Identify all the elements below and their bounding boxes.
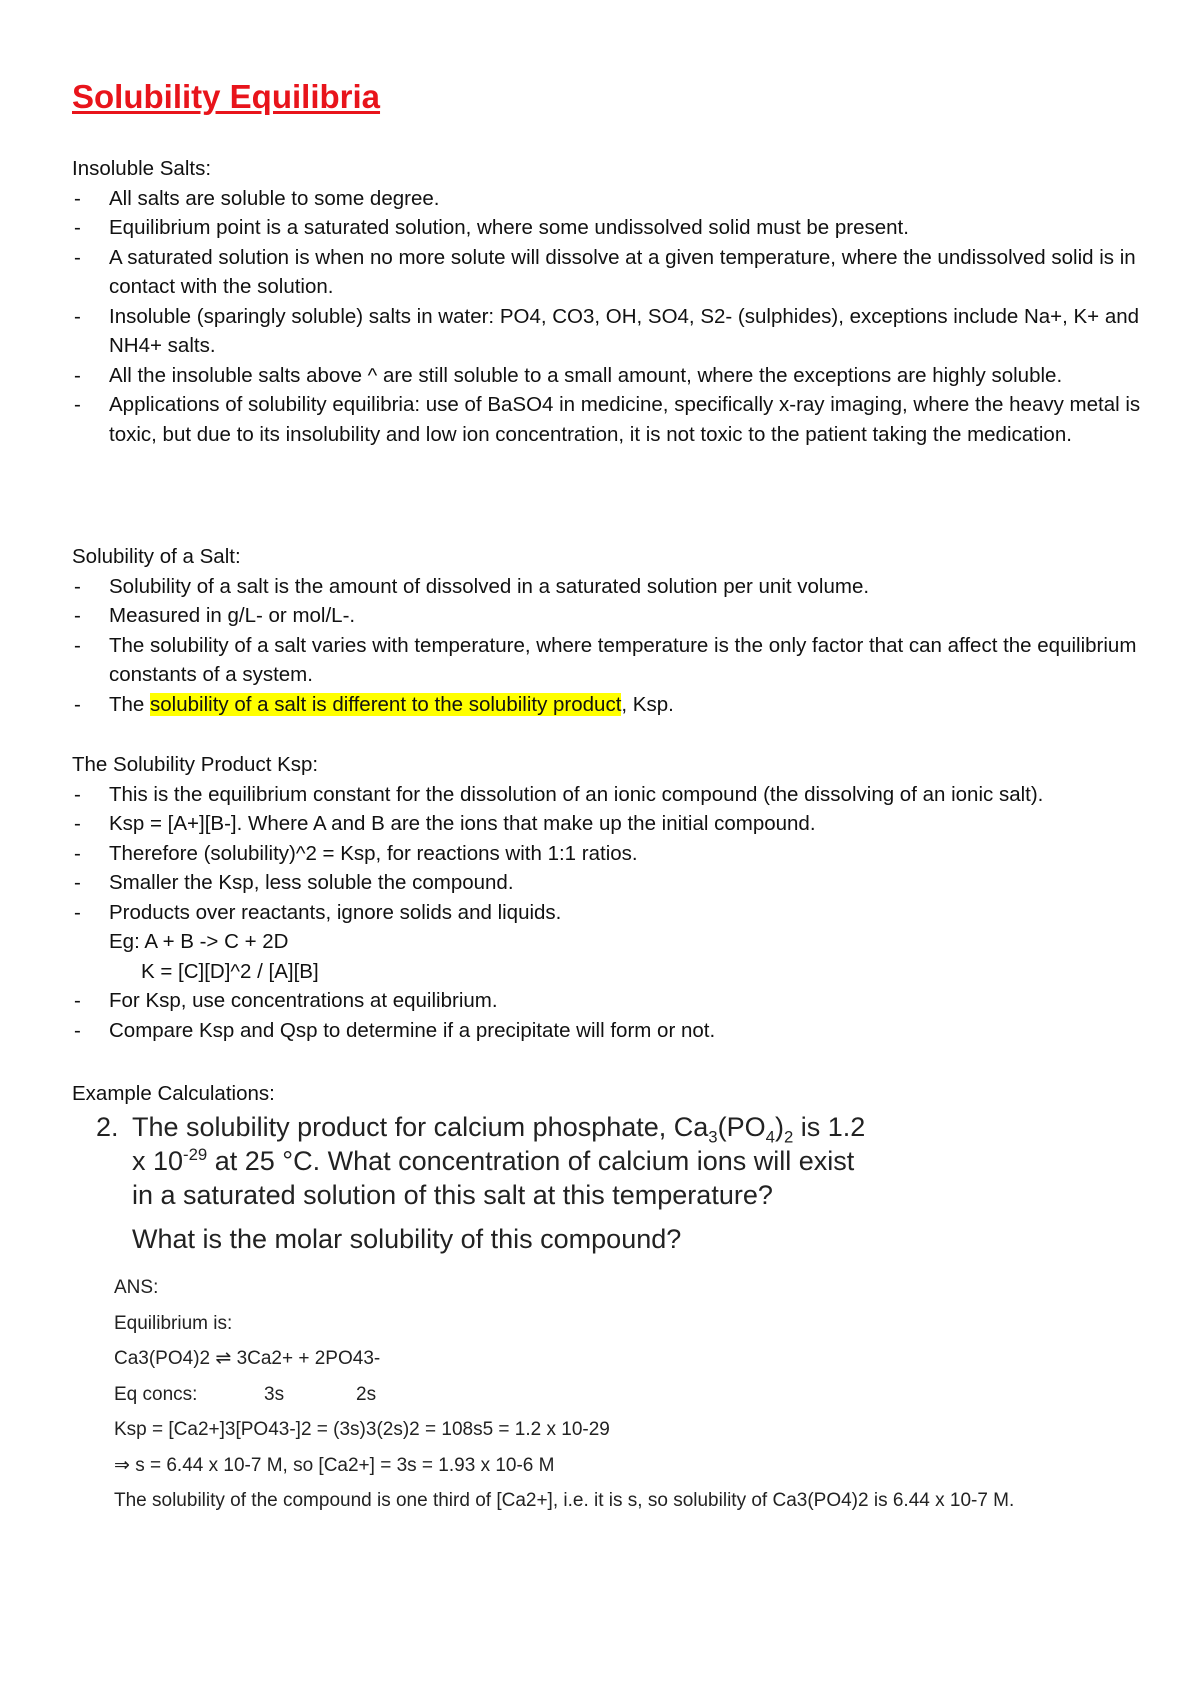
list-item: - Equilibrium point is a saturated solution, where some undissolved solid must be present. (74, 216, 909, 239)
document-title: Solubility Equilibria (72, 78, 381, 115)
equilibrium-label: Equilibrium is: (114, 1312, 233, 1334)
section-heading: Solubility of a Salt: (72, 545, 241, 568)
list-item: - For Ksp, use concentrations at equilibrium. (74, 989, 498, 1012)
question-line: The solubility product for calcium phosphate, $Ca_3(PO_4)_2$ is 1.2 (132, 1112, 866, 1147)
list-item: - Smaller the Ksp, less soluble the compound. (74, 871, 514, 894)
bullet-list (72, 572, 1152, 720)
question-line: What is the molar solubility of this compound? (132, 1224, 682, 1254)
section-example-calculations (72, 1079, 1152, 1109)
reaction-equation: Ca3(PO4)2 ⇌ 3Ca2+ + 2PO43- (114, 1348, 381, 1369)
list-item: - The solubility of a salt varies with temperature, where temperature is the only factor that can affect the equilibrium constants of a system. (74, 633, 1137, 686)
equilibrium-concentrations: Eq concs: 3s 2s (114, 1383, 377, 1405)
bullet-list (72, 986, 1152, 1045)
ksp-expression: Ksp = [Ca2+]3[PO43-]2 = (3s)3(2s)2 = 108s5 = 1.2 x 10-29 (114, 1419, 610, 1440)
list-item: - Applications of solubility equilibria: use of BaSO4 in medicine, specifically x-ray imaging, where the heavy metal is toxic, but due to its insolubility and low ion concentration, it is not toxic to the patient taking the medication. (74, 393, 1141, 446)
highlighted-text: solubility of a salt is different to the solubility product (150, 692, 622, 716)
answer-block (114, 1270, 1114, 1519)
answer-label: ANS: (114, 1277, 159, 1298)
list-item: - Measured in g/L- or mol/L-. (74, 604, 356, 627)
list-item: - Ksp = [A+][B-]. Where A and B are the ions that make up the initial compound. (74, 812, 816, 835)
section-solubility-of-salt (72, 542, 1152, 719)
example-equation: Eg: A + B -> C + 2D (109, 930, 289, 953)
list-item: - The solubility of a salt is different to the solubility product, Ksp. (74, 692, 674, 716)
question-line: x $10^{-29}$ at 25 °C. What concentration of calcium ions will exist (132, 1145, 855, 1176)
section-heading: Insoluble Salts: (72, 157, 212, 180)
section-heading: Example Calculations: (72, 1082, 275, 1105)
final-statement: The solubility of the compound is one third of [Ca2+], i.e. it is s, so solubility of Ca3(PO4)2 is 6.44 x 10-7 M. (114, 1490, 1015, 1511)
question-block (96, 1110, 1096, 1256)
bullet-list (72, 184, 1152, 450)
bullet-list (72, 780, 1152, 928)
question-line: in a saturated solution of this salt at this temperature? (132, 1180, 773, 1210)
list-item: - Solubility of a salt is the amount of dissolved in a saturated solution per unit volume. (74, 574, 870, 598)
list-item: - Therefore (solubility)^2 = Ksp, for reactions with 1:1 ratios. (74, 841, 638, 865)
section-insoluble-salts (72, 154, 1152, 449)
section-solubility-product (72, 750, 1152, 1045)
list-item: - This is the equilibrium constant for the dissolution of an ionic compound (the dissolving of an ionic salt). (74, 782, 1044, 806)
list-item: - All the insoluble salts above ^ are still soluble to a small amount, where the exceptions are highly soluble. (74, 363, 1063, 387)
section-heading: The Solubility Product Ksp: (72, 753, 319, 776)
list-item: - All salts are soluble to some degree. (74, 186, 440, 210)
question-number: 2. (96, 1112, 119, 1142)
list-item: - A saturated solution is when no more solute will dissolve at a given temperature, where the undissolved solid is in contact with the solution. (74, 245, 1136, 298)
list-item: - Insoluble (sparingly soluble) salts in water: PO4, CO3, OH, SO4, S2- (sulphides), exceptions include Na+, K+ and NH4+ salts. (74, 304, 1140, 357)
list-item: - Compare Ksp and Qsp to determine if a precipitate will form or not. (74, 1018, 716, 1042)
list-item: - Products over reactants, ignore solids and liquids. (74, 900, 562, 924)
example-expression: K = [C][D]^2 / [A][B] (141, 959, 319, 983)
solubility-result: ⇒ s = 6.44 x 10-7 M, so [Ca2+] = 3s = 1.93 x 10-6 M (114, 1454, 555, 1476)
